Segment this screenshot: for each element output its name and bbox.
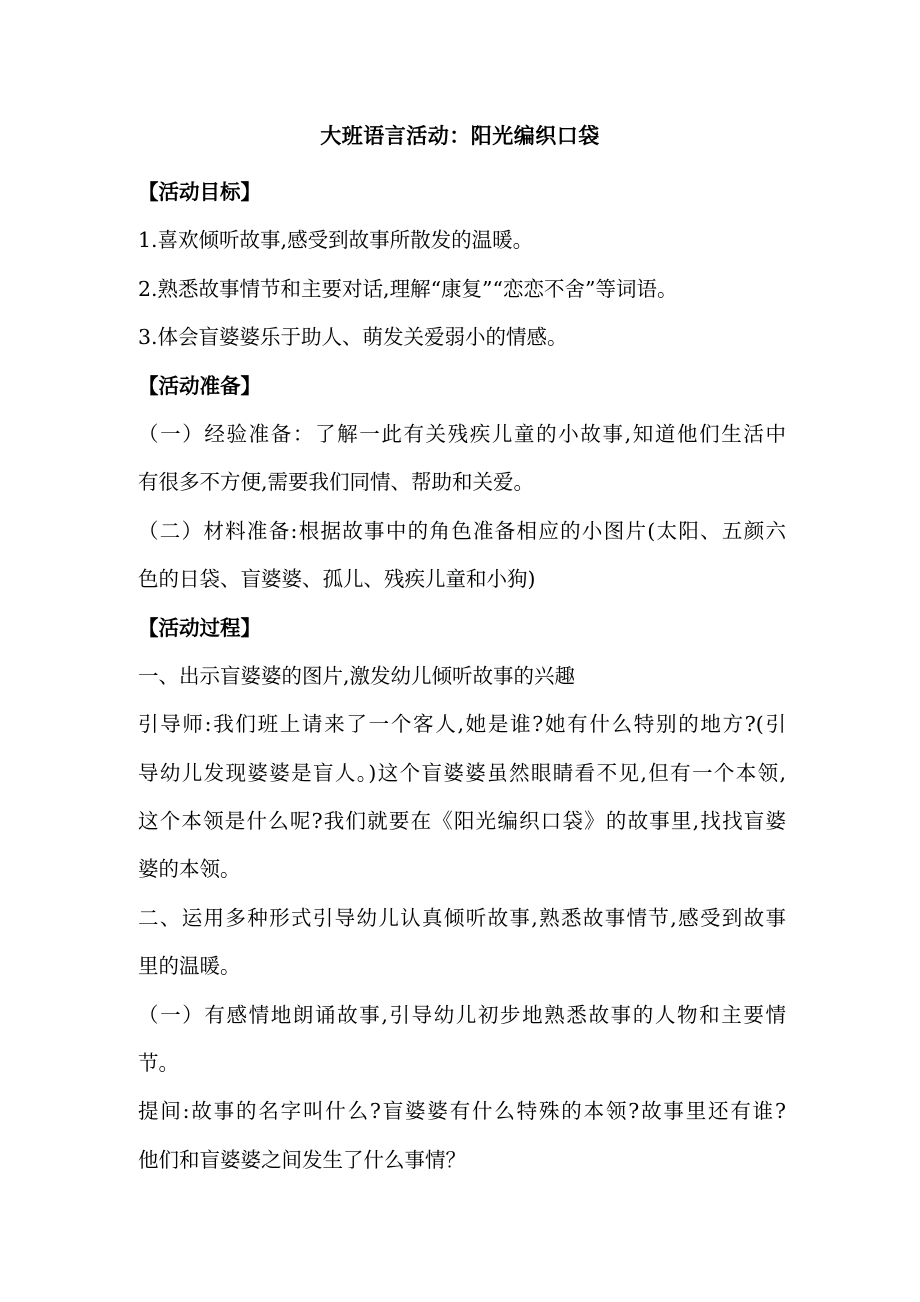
section-heading: 【活动目标】 [138,180,261,204]
body-line: 节。 [138,1051,179,1076]
body-line: 1.喜欢倾听故事,感受到故事所散发的温暖。 [138,228,534,253]
section-heading: 【活动过程】 [138,615,261,640]
body-line: 色的日袋、盲婆婆、孤儿、残疾儿童和小狗) [138,567,536,592]
body-line: 里的温暖。 [138,954,241,979]
body-line: 3.体会盲婆婆乐于助人、萌发关爱弱小的情感。 [138,325,568,350]
body-line: （一）有感情地朗诵故事,引导幼儿初步地熟悉故事的人物和主要情 [138,1002,786,1027]
body-line: 这个本领是什么呢?我们就要在《阳光编织口袋》的故事里,找找盲婆 [138,809,786,834]
body-line: 有很多不方便,需要我们同情、帮助和关爱。 [138,470,535,495]
document-title: 大班语言活动：阳光编织口袋 [320,124,600,148]
body-line: 二、运用多种形式引导幼儿认真倾听故事,熟悉故事情节,感受到故事 [138,905,786,930]
body-line: 2.熟悉故事情节和主要对话,理解“康复”“恋恋不舍”等词语。 [138,276,678,301]
body-line: 引导师:我们班上请来了一个客人,她是谁?她有什么特别的地方?(引 [138,712,786,737]
document-body [138,168,786,1184]
body-line: （二）材料准备:根据故事中的角色准备相应的小图片(太阳、五颜六 [138,518,786,543]
body-line: 婆的本领。 [138,857,241,882]
body-line: 提间:故事的名字叫什么?盲婆婆有什么特殊的本领?故事里还有谁? [138,1099,786,1124]
body-line: （一）经验准备：了解一此有关残疾儿童的小故事,知道他们生活中 [138,421,786,446]
body-line: 导幼儿发现婆婆是盲人。)这个盲婆婆虽然眼睛看不见,但有一个本领, [138,760,786,785]
body-line: 他们和盲婆婆之间发生了什么事情？ [138,1147,466,1172]
body-line: 一、出示盲婆婆的图片,激发幼儿倾听故事的兴趣 [138,663,576,688]
section-heading: 【活动准备】 [138,373,261,398]
